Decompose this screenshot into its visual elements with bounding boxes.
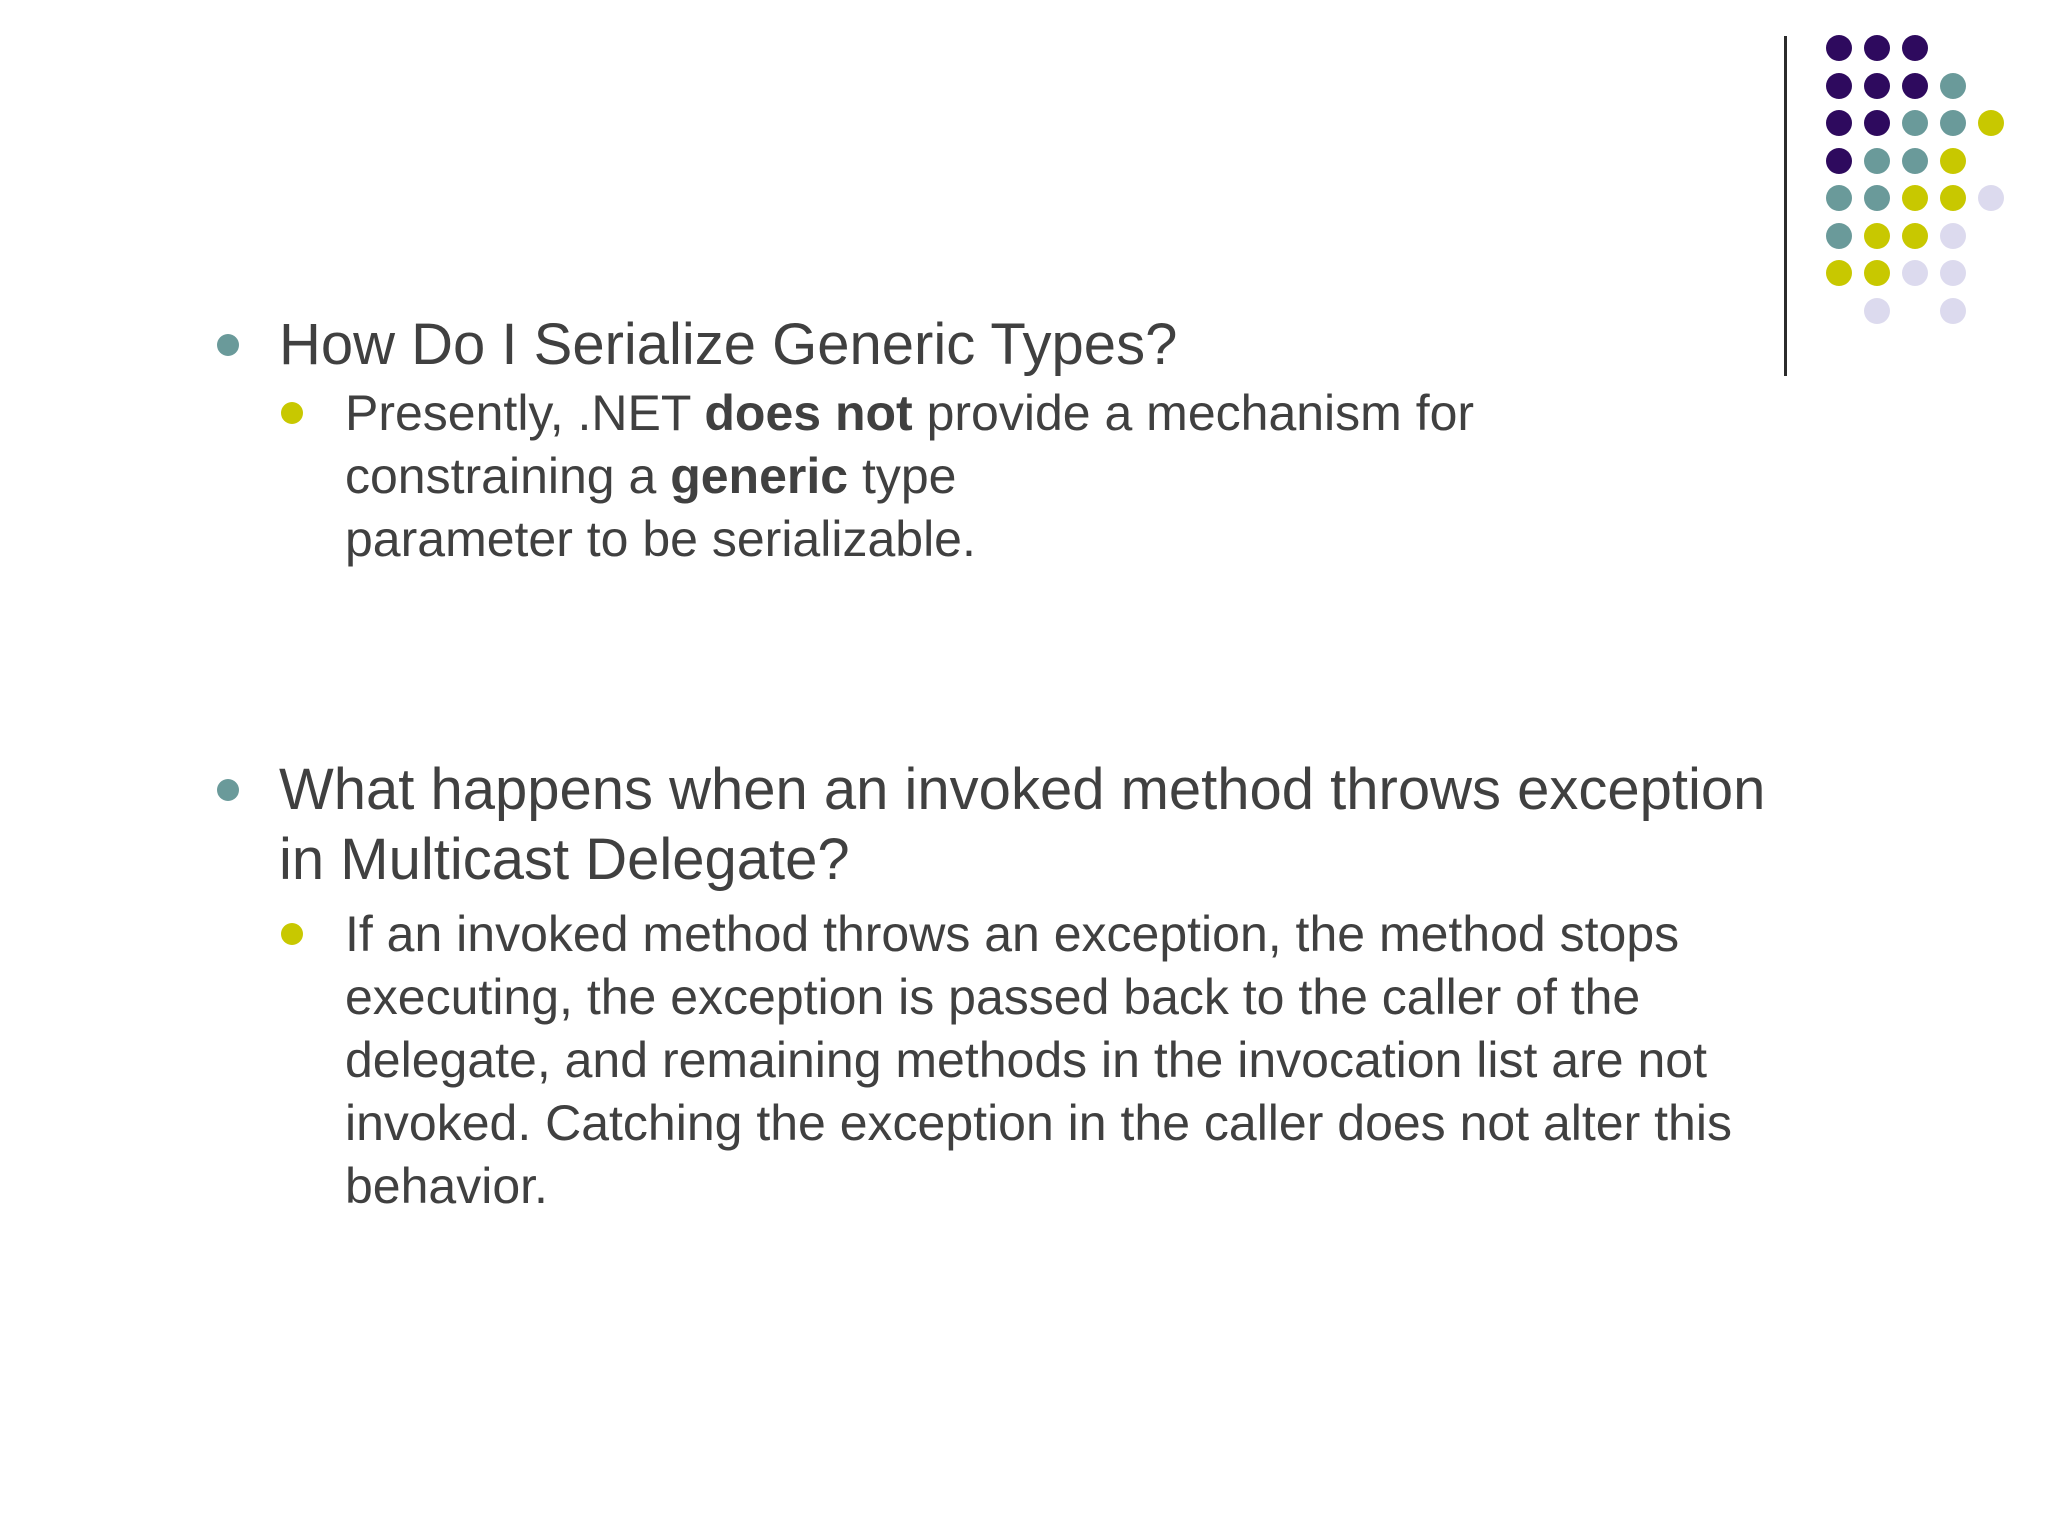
decorative-dot bbox=[1902, 73, 1928, 99]
vertical-divider-line bbox=[1784, 36, 1787, 376]
decorative-dot bbox=[1978, 185, 2004, 211]
yellow-bullet-icon bbox=[281, 923, 303, 945]
decorative-dot bbox=[1902, 223, 1928, 249]
decorative-dot bbox=[1864, 73, 1890, 99]
teal-bullet-icon bbox=[217, 334, 239, 356]
sub-bullet-text: If an invoked method throws an exception, the method stops executing, the exception is passed back to the caller of the delegate, and remaining methods in the invocation list are not invoked. Catching the exception in the caller does not alter this behavior. bbox=[345, 906, 1732, 1214]
decorative-dot bbox=[1864, 298, 1890, 324]
decorative-dot bbox=[1940, 298, 1966, 324]
decorative-dot bbox=[1940, 185, 1966, 211]
decorative-dot bbox=[1864, 148, 1890, 174]
decorative-dot bbox=[1902, 260, 1928, 286]
bullet-heading bbox=[279, 310, 1759, 380]
decorative-dot bbox=[1864, 35, 1890, 61]
decorative-dot bbox=[1826, 185, 1852, 211]
decorative-dot bbox=[1902, 185, 1928, 211]
bullet-section-multicast bbox=[279, 755, 1949, 1218]
heading-text: How Do I Serialize Generic Types? bbox=[279, 312, 1178, 377]
bold-text: does not bbox=[704, 385, 913, 441]
sub-bullet bbox=[345, 903, 1949, 1218]
decorative-dot bbox=[1902, 110, 1928, 136]
decorative-dot bbox=[1940, 260, 1966, 286]
decorative-dot bbox=[1940, 223, 1966, 249]
sub-bullet bbox=[345, 382, 1759, 571]
bullet-section-serialize bbox=[279, 310, 1759, 571]
decorative-dot bbox=[1826, 110, 1852, 136]
decorative-dot bbox=[1864, 110, 1890, 136]
decorative-dot bbox=[1864, 223, 1890, 249]
decorative-dot bbox=[1826, 35, 1852, 61]
decorative-dot bbox=[1826, 223, 1852, 249]
sub-bullet-text: Presently, .NET does not provide a mechanism for constraining a generic type parameter to be serializable. bbox=[345, 385, 1475, 567]
bullet-heading bbox=[279, 755, 1949, 895]
teal-bullet-icon bbox=[217, 779, 239, 801]
heading-text: What happens when an invoked method throws exception in Multicast Delegate? bbox=[279, 757, 1766, 892]
decorative-dot bbox=[1902, 148, 1928, 174]
bold-text: generic bbox=[670, 448, 849, 504]
yellow-bullet-icon bbox=[281, 402, 303, 424]
decorative-dot bbox=[1826, 73, 1852, 99]
decorative-dot bbox=[1940, 148, 1966, 174]
decorative-dot bbox=[1826, 260, 1852, 286]
decorative-dot bbox=[1940, 110, 1966, 136]
decorative-dot bbox=[1940, 73, 1966, 99]
decorative-dot bbox=[1978, 110, 2004, 136]
decorative-dot bbox=[1826, 148, 1852, 174]
decorative-dot bbox=[1864, 260, 1890, 286]
decorative-dot bbox=[1902, 35, 1928, 61]
decorative-dot bbox=[1864, 185, 1890, 211]
